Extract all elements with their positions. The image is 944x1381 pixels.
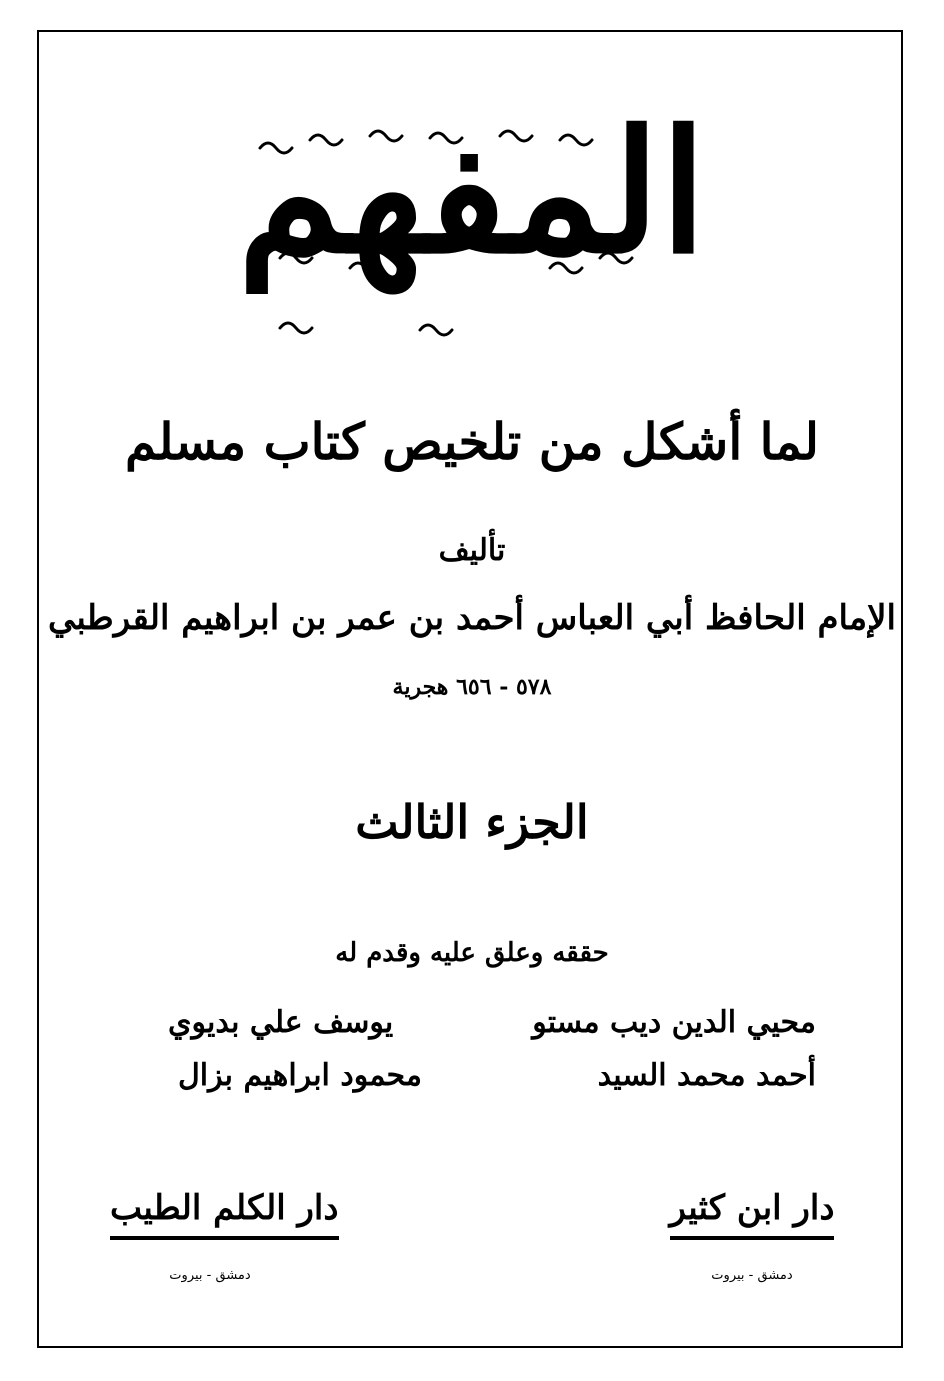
editor-name: أحمد محمد السيد [597, 1058, 816, 1093]
publisher-logo-left [110, 1188, 339, 1288]
author-dates: ٥٧٨ - ٦٥٦ هجرية [392, 674, 552, 700]
book-subtitle: لما أشكل من تلخيص كتاب مسلم [124, 412, 820, 471]
publisher-name: دار الكلم الطيب [110, 1188, 339, 1240]
publisher-name: دار ابن كثير [670, 1188, 835, 1240]
publisher-logo-right [652, 1188, 852, 1288]
editors-label: حققه وعلق عليه وقدم له [335, 938, 609, 968]
publisher-city: دمشق - بيروت [711, 1268, 793, 1283]
author-name: الإمام الحافظ أبي العباس أحمد بن عمر بن ابراهيم القرطبي [48, 598, 896, 638]
book-title: المفهم [237, 93, 707, 291]
authored-label: تأليف [438, 533, 506, 568]
editor-name: يوسف علي بديوي [168, 1005, 394, 1040]
volume-label: الجزء الثالث [355, 795, 589, 849]
editor-name: محيي الدين ديب مستو [532, 1005, 816, 1040]
publisher-city: دمشق - بيروت [169, 1268, 251, 1283]
editor-name: محمود ابراهيم بزال [178, 1058, 422, 1093]
